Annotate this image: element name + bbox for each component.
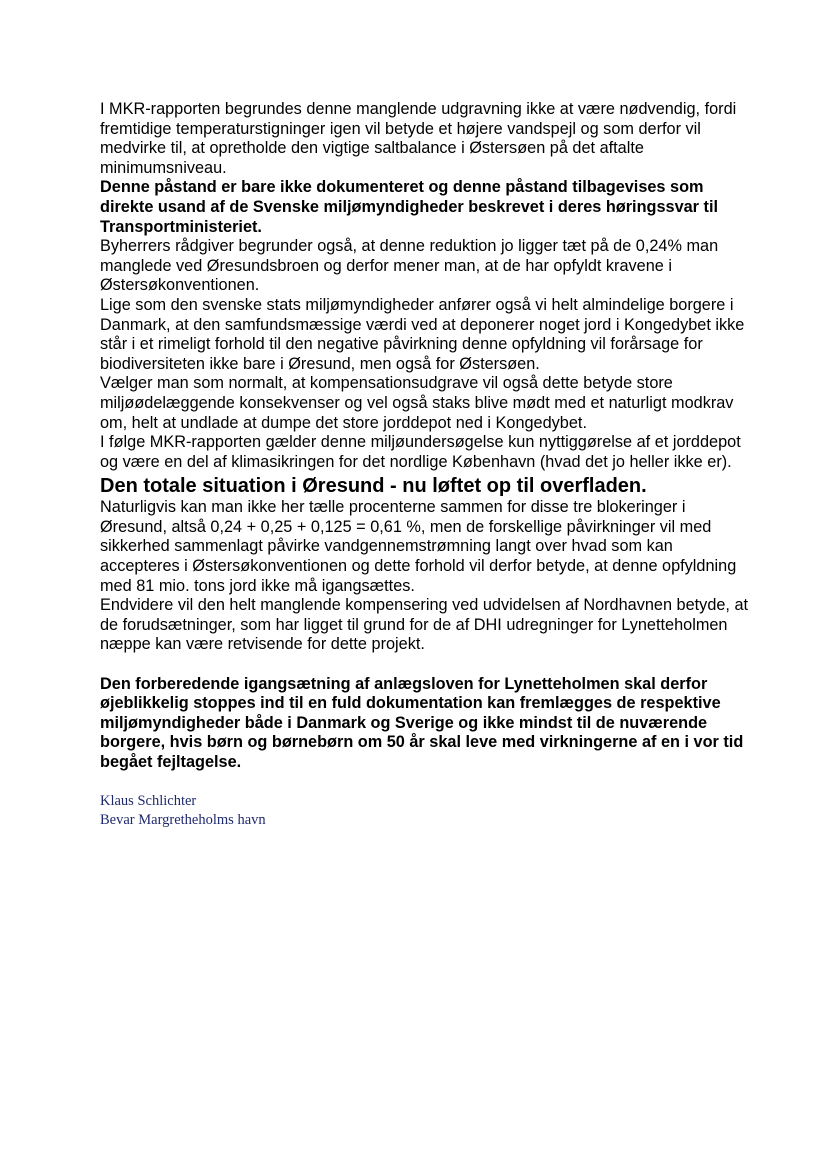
section-heading: Den totale situation i Øresund - nu løftet op til overfladen. bbox=[100, 475, 647, 498]
paragraph-advisor: Byherrers rådgiver begrunder også, at denne reduktion jo ligger tæt på de 0,24% man manglede ved Øresundsbroen og derfor mener man, at de har opfyldt kravene i Østersøkonventionen. bbox=[100, 237, 719, 295]
paragraph-nordhavnen: Endvidere vil den helt manglende kompensering ved udvidelsen af Nordhavnen betyde, at de forudsætninger, som har ligget til grund for de af DHI udregninger for Lynetteholmen næppe kan være retvisende for dette projekt. bbox=[100, 596, 749, 654]
paragraph-compensation: Vælger man som normalt, at kompensationsudgrave vil også dette betyde store miljøødelæggende konsekvenser og vel også staks blive mødt med et naturligt modkrav om, helt at undlade at dumpe det store jorddepot ned i Kongedybet. bbox=[100, 374, 734, 432]
paragraph-mkr-report: I MKR-rapporten begrundes denne manglende udgravning ikke at være nødvendig, fordi fremtidige temperaturstigninger igen vil betyde et højere vandspejl og som derfor vil medvirke til, at opretholde den vigtige saltbalance i Østersøen på det aftalte minimumsniveau. bbox=[100, 100, 737, 177]
signature-name: Klaus Schlichter bbox=[100, 792, 197, 809]
conclusion-paragraph: Den forberedende igangsætning af anlægsloven for Lynetteholmen skal derfor øjeblikkelig stoppes ind til en fuld dokumentation kan fremlægges de respektive miljømyndigheder både i Danmark og Sverige og ikke mindst til de nuværende borgere, hvis børn og børnebørn om 50 år skal leve med virkningerne af en i vor tid begået fejltagelse. bbox=[100, 674, 744, 771]
paragraph-percentages: Naturligvis kan man ikke her tælle procenterne sammen for disse tre blokeringer i Øresund, altså 0,24 + 0,25 + 0,125 = 0,61 %, men de forskellige påvirkninger vil med sikkerhed sammenlagt påvirke vandgennemstrømning langt over hvad som kan accepteres i Østersøkonventionen og dette forhold vil derfor betyde, at denne opfyldning med 81 mio. tons jord ikke må igangsættes. bbox=[100, 498, 737, 595]
signature-organization: Bevar Margretheholms havn bbox=[100, 811, 266, 828]
paragraph-rebuttal-bold: Denne påstand er bare ikke dokumenteret og denne påstand tilbagevises som direkte usand af de Svenske miljømyndigheder beskrevet i deres høringssvar til Transportministeriet. bbox=[100, 178, 719, 236]
document-page bbox=[100, 100, 750, 830]
blank-line bbox=[100, 655, 750, 675]
signature-block bbox=[100, 792, 750, 830]
paragraph-mkr-scope: I følge MKR-rapporten gælder denne miljøundersøgelse kun nyttiggørelse af et jorddepot og være en del af klimasikringen for det nordlige København (hvad det jo heller ikke er). bbox=[100, 433, 741, 471]
paragraph-swedish-authorities: Lige som den svenske stats miljømyndigheder anfører også vi helt almindelige borgere i Danmark, at den samfundsmæssige værdi ved at deponerer noget jord i Kongedybet ikke står i et rimeligt forhold til den negative påvirkning denne opfyldning vil forårsage for biodiversiteten ikke bare i Øresund, men også for Østersøen. bbox=[100, 295, 745, 373]
